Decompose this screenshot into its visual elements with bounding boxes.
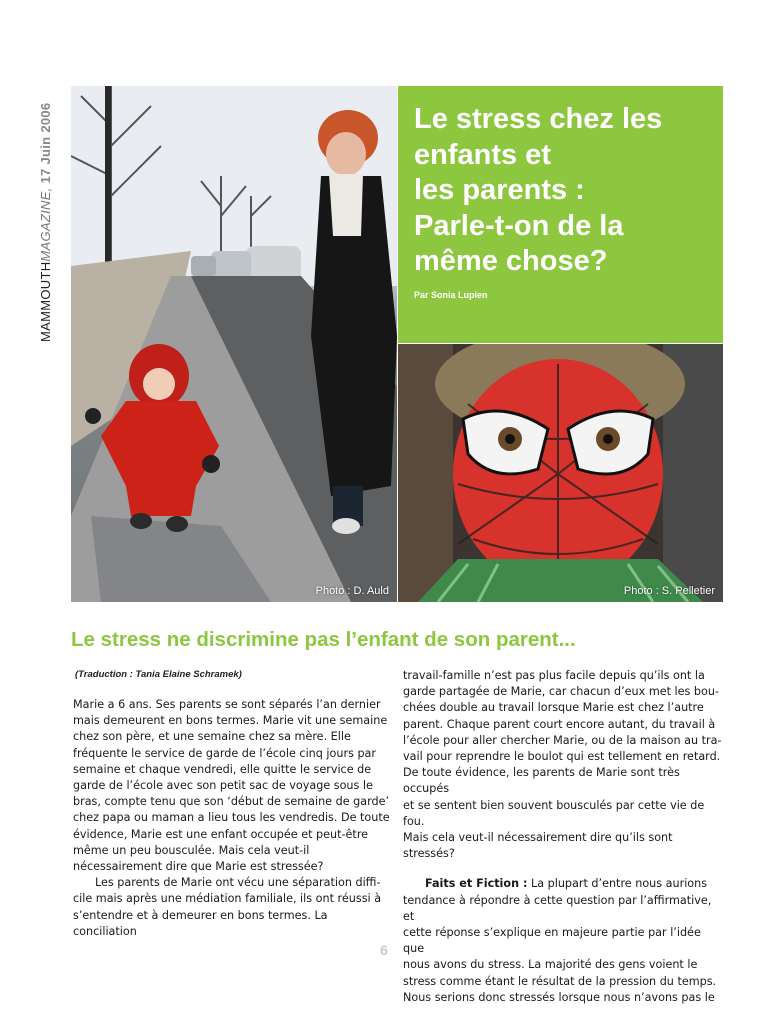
text-line: s’entendre et à demeurer en bons termes. La conciliation: [73, 908, 328, 938]
article-subheading: Le stress ne discrimine pas l’enfant de son parent...: [71, 628, 576, 651]
text-line: et se sentent bien souvent bousculés par cette vie de fou.: [403, 798, 705, 828]
magazine-side-label: [38, 103, 53, 342]
text-line: cile mais après une médiation familiale, ils ont réussi à: [73, 892, 382, 906]
issue-date: 17 Juin 2006: [38, 102, 53, 188]
text-line: chées double au travail lorsque Marie est chez l’autre: [403, 701, 704, 715]
text-line: Marie a 6 ans. Ses parents se sont séparés l’an dernier: [73, 698, 381, 711]
article-title: [414, 102, 714, 280]
text-line: La plupart d’entre nous aurions: [527, 877, 708, 891]
title-line: même chose?: [414, 245, 608, 277]
text-line: tendance à répondre à cette question par l’affirmative, et: [403, 893, 712, 923]
photo-credit-left: Photo : D. Auld: [315, 585, 389, 597]
text-line: parent. Chaque parent court encore autant, du travail à: [403, 717, 716, 731]
text-line: cette réponse s’explique en majeure partie par l’idée que: [403, 926, 701, 956]
magazine-brand: MAMMOUTH: [38, 261, 53, 342]
text-line: chez son père, et une semaine chez sa mère. Elle: [73, 730, 351, 744]
text-line: vail pour reprendre le boulot qui est tellement en retard.: [403, 750, 721, 764]
paragraph: [73, 875, 391, 940]
text-line: garde partagée de Marie, car chacun d’eux met les bou-: [403, 685, 720, 699]
title-line: les parents :: [414, 174, 585, 206]
title-panel: [398, 86, 723, 343]
paragraph: [403, 668, 725, 862]
title-line: Parle-t-on de la: [414, 209, 624, 242]
photo-child-face-paint: [398, 344, 723, 602]
magazine-word: MAGAZINE,: [38, 187, 53, 262]
text-line: évidence, Marie est une enfant occupée et peut-être: [73, 827, 369, 841]
page-number: 6: [380, 942, 388, 958]
photo-right-illustration: [398, 344, 723, 602]
photo-child-and-mother-walking: [71, 86, 397, 602]
text-line: mais demeurent en bons termes. Marie vit une semaine: [73, 714, 388, 728]
text-line: Nous serions donc stressés lorsque nous n’avons pas le: [403, 990, 715, 1004]
title-line: Le stress chez les: [414, 103, 663, 135]
text-line: fréquente le service de garde de l’école cinq jours par: [73, 746, 377, 760]
text-line: Les parents de Marie ont vécu une séparation diffi-: [95, 876, 381, 890]
text-line: même un peu bousculée. Mais cela veut-il: [73, 843, 310, 857]
text-line: semaine et chaque vendredi, elle quitte le service de: [73, 762, 372, 776]
translation-credit: (Traduction : Tania Elaine Schramek): [75, 669, 242, 680]
text-line: nécessairement dire que Marie est stressée?: [73, 860, 324, 874]
title-line: enfants et: [414, 138, 551, 171]
text-line: Mais cela veut-il nécessairement dire qu’ils sont stressés?: [403, 831, 673, 861]
photo-left-illustration: [71, 86, 397, 602]
article-byline: Par Sonia Lupien: [414, 290, 488, 300]
text-line: bras, compte tenu que son ‘début de semaine de garde’: [73, 795, 390, 809]
text-line: nous avons du stress. La majorité des gens voient le: [403, 958, 698, 972]
facts-fiction-heading: Faits et Fiction :: [425, 877, 528, 891]
paragraph: [73, 697, 391, 875]
photo-credit-right: Photo : S. Pelletier: [623, 585, 715, 597]
text-line: garde de l’école avec son petit sac de voyage sous le: [73, 779, 373, 793]
text-line: stress comme étant le résultat de la pression du temps.: [403, 974, 717, 988]
text-line: chez papa ou maman a lieu tous les vendredis. De toute: [73, 811, 390, 825]
text-line: l’école pour aller chercher Marie, ou de la maison au tra-: [403, 733, 722, 747]
article-column-left: [73, 697, 391, 940]
text-line: De toute évidence, les parents de Marie sont très occupés: [403, 766, 680, 796]
text-line: travail-famille n’est pas plus facile depuis qu’ils ont la: [403, 669, 705, 682]
